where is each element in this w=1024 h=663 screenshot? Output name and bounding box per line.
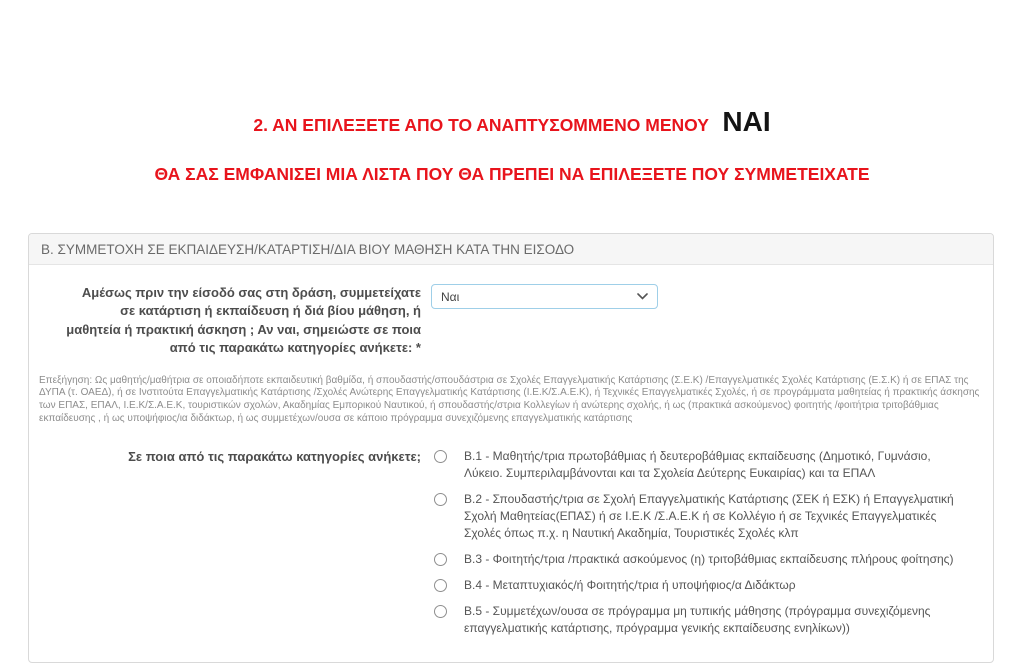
radio-option[interactable] xyxy=(434,603,959,637)
question1-field xyxy=(431,284,658,309)
radio-option[interactable] xyxy=(434,448,959,482)
radio-button[interactable] xyxy=(434,605,447,618)
radio-option[interactable] xyxy=(434,577,959,594)
participation-dropdown[interactable] xyxy=(431,284,658,309)
instruction-line1-highlight: ΝΑΙ xyxy=(722,106,771,137)
instruction-line-1 xyxy=(0,0,1024,143)
chevron-down-icon xyxy=(637,293,648,300)
question1-label: Αμέσως πριν την είσοδό σας στη δράση, συμμετείχατε σε κατάρτιση ή εκπαίδευση ή διά βίου μάθηση, ή μαθητεία ή πρακτική άσκηση ; Αν ναι, σημειώστε σε ποια από τις παρακάτω κατηγορίες ανήκετε: * xyxy=(66,285,421,356)
dropdown-selected-value: Ναι xyxy=(441,289,460,304)
radio-option-label: Β.2 - Σπουδαστής/τρια σε Σχολή Επαγγελματικής Κατάρτισης (ΣΕΚ ή ΕΣΚ) ή Επαγγελματική Σχολή Μαθητείας(ΕΠΑΣ) ή σε Ι.Ε.Κ /Σ.Α.Ε.Κ ή σε Κολλέγιο ή σε Τεχνικές Επαγγελματικές Σχολές όπως π.χ. η Ναυτική Ακαδημία, Τουριστικές Σχολές κλπ xyxy=(464,492,954,541)
radio-button[interactable] xyxy=(434,553,447,566)
radio-option-label: Β.5 - Συμμετέχων/ουσα σε πρόγραμμα μη τυπικής μάθησης (πρόγραμμα συνεχιζόμενης επαγγελματικής κατάρτισης, πρόγραμμα γενικής εκπαίδευσης ενηλίκων)) xyxy=(464,604,931,636)
question1-row xyxy=(29,284,993,358)
radio-button[interactable] xyxy=(434,493,447,506)
radio-option-label: Β.4 - Μεταπτυχιακός/ή Φοιτητής/τρια ή υποψήφιος/α Διδάκτωρ xyxy=(464,578,796,593)
radio-button[interactable] xyxy=(434,579,447,592)
radio-option-label: Β.3 - Φοιτητής/τρια /πρακτικά ασκούμενος (η) τριτοβάθμιας εκπαίδευσης πλήρους φοίτησης) xyxy=(464,552,954,567)
section-header: Β. ΣΥΜΜΕΤΟΧΗ ΣΕ ΕΚΠΑΙΔΕΥΣΗ/ΚΑΤΑΡΤΙΣΗ/ΔΙΑ ΒΙΟΥ ΜΑΘΗΣΗ ΚΑΤΑ ΤΗΝ ΕΙΣΟΔΟ xyxy=(29,234,993,265)
section-body xyxy=(29,284,993,662)
form-section-panel xyxy=(28,233,994,663)
instruction-line1-text: 2. ΑΝ ΕΠΙΛΕΞΕΤΕ ΑΠΟ ΤΟ ΑΝΑΠΤΥΣΟΜΜΕΝΟ ΜΕΝΟΥ xyxy=(253,115,709,135)
explanation-text: Επεξήγηση: Ως μαθητής/μαθήτρια σε οποιαδήποτε εκπαιδευτική βαθμίδα, ή σπουδαστής/σπουδάστρια σε Σχολές Επαγγελματικής Κατάρτισης (Σ.Ε.Κ) /Επαγγελματικές Σχολές Κατάρτισης (Ε.Σ.Κ) ή σε ΕΠΑΣ της ΔΥΠΑ (τ. ΟΑΕΔ), ή σε Ινστιτούτα Επαγγελματικής Κατάρτισης /Σχολές Ανώτερης Επαγγελματικής Κατάρτισης (Ι.Ε.Κ/Σ.Α.Ε.Κ), ή Τεχνικές Επαγγελματικές Σχολές, ή σε προγράμματα μαθητείας ή πρακτικής άσκησης των ΕΠΑΣ, ΕΠΑΛ, Ι.Ε.Κ/Σ.Α.Ε.Κ, τουριστικών σχολών, Ακαδημίας Εμπορικού Ναυτικού, ή σπουδαστής/στρια Κολλεγίων ή ανώτερης σχολής, ή ως (πρακτικά ασκούμενος) φοιτητής /φοιτήτρια τριτοβάθμιας εκπαίδευσης , ή ως υποψήφιος/ια διδάκτωρ, ή ως συμμετέχων/ουσα σε κάποιο πρόγραμμα συνεχιζόμενης επαγγελματικής κατάρτισης xyxy=(39,374,980,424)
radio-option-label: Β.1 - Μαθητής/τρια πρωτοβάθμιας ή δευτεροβάθμιας εκπαίδευσης (Δημοτικό, Γυμνάσιο, Λύκειο. Συμπεριλαμβάνονται και τα Σχολεία Δεύτερης Ευκαιρίας) και τα ΕΠΑΛ xyxy=(464,449,931,481)
question2-row xyxy=(29,448,993,662)
question2-label: Σε ποια από τις παρακάτω κατηγορίες ανήκετε; xyxy=(128,449,421,465)
radio-option[interactable] xyxy=(434,491,959,542)
radio-option[interactable] xyxy=(434,551,959,568)
instruction-line-2: ΘΑ ΣΑΣ ΕΜΦΑΝΙΣΕΙ ΜΙΑ ΛΙΣΤΑ ΠΟΥ ΘΑ ΠΡΕΠΕΙ ΝΑ ΕΠΙΛΕΞΕΤΕ ΠΟΥ ΣΥΜΜΕΤΕΙΧΑΤΕ xyxy=(154,164,870,184)
option-list xyxy=(434,448,959,646)
radio-button[interactable] xyxy=(434,450,447,463)
